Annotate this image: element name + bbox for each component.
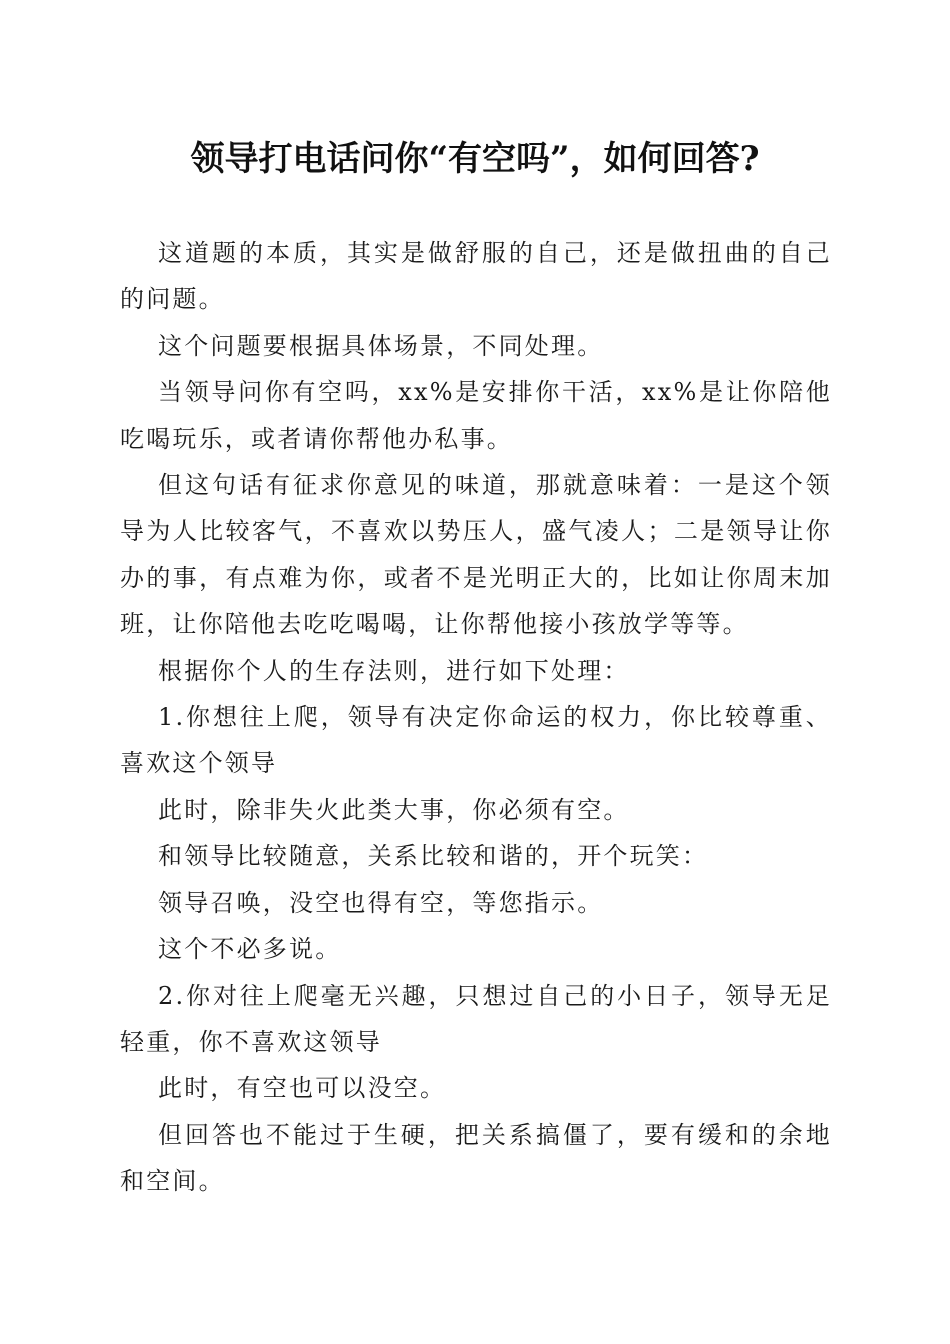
paragraph-11: 2.你对往上爬毫无兴趣，只想过自己的小日子，领导无足轻重，你不喜欢这领导 — [120, 981, 832, 1056]
paragraph-8: 和领导比较随意，关系比较和谐的，开个玩笑： — [158, 842, 709, 871]
paragraph-10: 这个不必多说。 — [158, 935, 342, 964]
paragraph-9: 领导召唤，没空也得有空，等您指示。 — [158, 888, 604, 917]
paragraph-2: 这个问题要根据具体场景，不同处理。 — [158, 331, 604, 360]
document-title: 领导打电话问你“有空吗”，如何回答? — [190, 139, 760, 179]
paragraph-7: 此时，除非失火此类大事，你必须有空。 — [158, 795, 630, 824]
paragraph-6: 1.你想往上爬，领导有决定你命运的权力，你比较尊重、喜欢这个领导 — [120, 703, 832, 778]
paragraph-12: 此时，有空也可以没空。 — [158, 1074, 447, 1103]
paragraph-5: 根据你个人的生存法则，进行如下处理： — [158, 656, 630, 685]
document-body — [120, 230, 832, 1205]
paragraph-3: 当领导问你有空吗，xx%是安排你干活，xx%是让你陪他吃喝玩乐，或者请你帮他办私事。 — [120, 378, 832, 453]
paragraph-1: 这道题的本质，其实是做舒服的自己，还是做扭曲的自己的问题。 — [120, 239, 832, 314]
paragraph-4: 但这句话有征求你意见的味道，那就意味着：一是这个领导为人比较客气，不喜欢以势压人，盛气凌人；二是领导让你办的事，有点难为你，或者不是光明正大的，比如让你周末加班，让你陪他去吃吃喝喝，让你帮他接小孩放学等等。 — [120, 471, 832, 639]
paragraph-13: 但回答也不能过于生硬，把关系搞僵了，要有缓和的余地和空间。 — [120, 1120, 832, 1196]
